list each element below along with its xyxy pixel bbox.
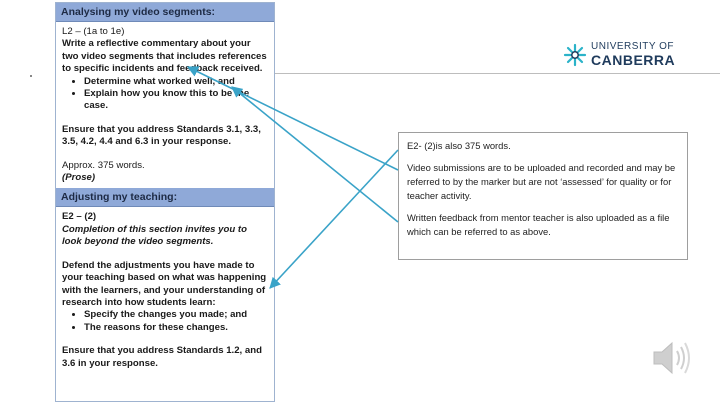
list-item: • Explain how you know this to be the case. [84, 88, 268, 113]
section1-prose: (Prose) [62, 172, 96, 184]
section1-ensure: Ensure that you address Standards 3.1, 3.3, 3.5, 4.2, 4.4 and 6.3 in your response. [62, 123, 261, 148]
logo-line2: CANBERRA [591, 52, 676, 68]
section2-code: E2 – (2) [62, 211, 97, 223]
section1-header: Analysing my video segments: [56, 3, 274, 22]
notes-paragraph-2: Video submissions are to be uploaded and recorded and may be referred to by the marker but are not ‘assessed’ for quality or for teacher activity. [407, 162, 676, 201]
notes-paragraph-3: Written feedback from mentor teacher is also uploaded as a file which can be referred to as above. [407, 212, 670, 237]
arrow-to-video-segments [188, 67, 398, 170]
logo-line1: UNIVERSITY OF [591, 41, 674, 52]
speaker-icon[interactable] [648, 335, 694, 381]
list-item: • Specify the changes you made; and [84, 309, 268, 321]
section2-instruction: Defend the adjustments you have made to your teaching based on what was happening with the learners, and your understanding of research into how students learn: [62, 259, 267, 308]
arrow-to-feedback [232, 87, 398, 222]
notes-paragraph-1: E2- (2)is also 375 words. [407, 140, 511, 151]
section1-instruction: Write a reflective commentary about your two video segments that includes references to specific incidents and feedback received. [62, 38, 267, 75]
section2-ensure: Ensure that you address Standards 1.2, and 3.6 in your response. [62, 345, 262, 369]
section1-approx: Approx. 375 words. [62, 159, 145, 171]
section1-code: L2 – (1a to 1e) [62, 26, 125, 37]
list-item: • The reasons for these changes. [84, 322, 268, 334]
section2-header: Adjusting my teaching: [56, 188, 274, 207]
list-item: • Determine what worked well, and [84, 76, 268, 88]
section2-lead: Completion of this section invites you to look beyond the video segments. [62, 223, 247, 248]
